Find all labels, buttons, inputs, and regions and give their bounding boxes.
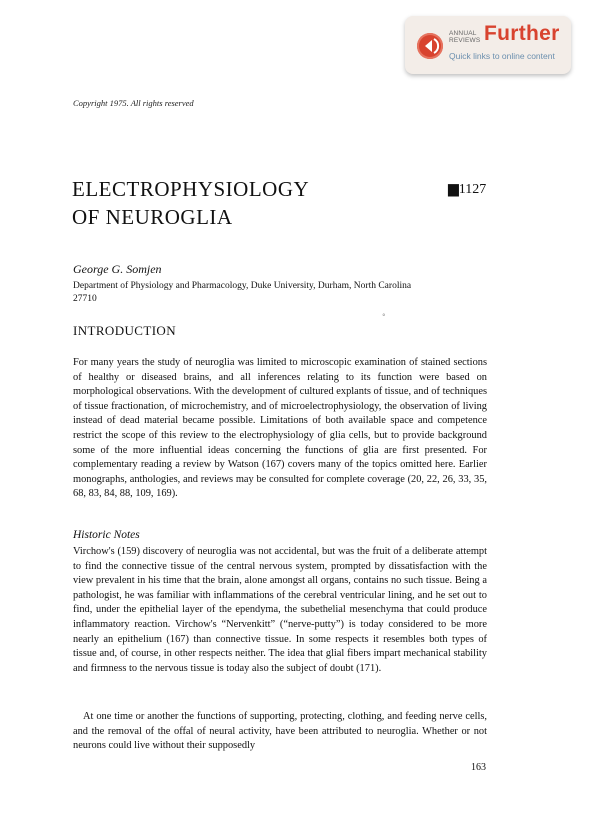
- further-brand: Further: [484, 22, 560, 45]
- section-heading-introduction: INTRODUCTION: [73, 323, 177, 338]
- copyright-notice: Copyright 1975. All rights reserved: [73, 98, 194, 108]
- article-reference-code: ▆1127: [448, 182, 487, 197]
- play-circle-icon: [417, 33, 443, 59]
- introduction-paragraph: For many years the study of neuroglia was limited to microscopic examination of stained sections of healthy or diseased brains, and all inferences relating to its function were based on morphological observations. With the development of cultured explants of tissue, and of techniques of tissue fractionation, of microchemistry, and of microelectrophysiology, the observation of living instead of dead material became possible. Limitations of both available space and competence restrict the scope of this review to the electrophysiology of glia cells, but to provide background some of the more influential ideas concerning the functions of glia are first presented. For complementary reading a review by Watson (167) covers many of the topics omitted here. Earlier monographs, anthologies, and reviews may be consulted for complete coverage (20, 22, 26, 33, 35, 68, 83, 84, 88, 109, 169).: [73, 357, 487, 500]
- title-line-2: OF NEUROGLIA: [72, 205, 233, 229]
- article-title: [72, 175, 309, 231]
- historic-notes-paragraph-1: Virchow's (159) discovery of neuroglia was not accidental, but was the fruit of a deliberate attempt to find the connective tissue of the central nervous system, prompted by dissatisfaction with the view prevalent in his time that the brain, alone amongst all organs, contains no such tissue. Being a pathologist, he was familiar with inflammations of the cerebral ventricular lining, and he set out to find, under the epithelial layer of the ependyma, the subethelial mesenchyma that could produce inflammatory reaction. Virchow's “Nervenkitt” (“nerve-putty”) is today considered to be more nearly an epithelium (167) than connective tissue. In some respects it resembles both types of tissue and, of course, in other respects neither. The idea that glial fibers impart mechanical stability and firmness to the nervous tissue is today also the subject of doubt (171).: [73, 546, 487, 674]
- subsection-heading-historic-notes: Historic Notes: [73, 529, 140, 541]
- title-line-1: ELECTROPHYSIOLOGY: [72, 177, 310, 201]
- badge-tagline[interactable]: Quick links to online content: [449, 51, 555, 61]
- annual-reviews-wordmark: ANNUAL REVIEWS: [449, 30, 481, 44]
- historic-notes-paragraph-2: At one time or another the functions of supporting, protecting, clothing, and feeding nerve cells, and the removal of the offal of neural activity, have been attributed to neuroglia. Whether or not neurons could live without their supposedly: [73, 711, 487, 752]
- stray-mark: °: [382, 313, 386, 321]
- author-name: George G. Somjen: [73, 262, 162, 276]
- page-number: 163: [471, 762, 486, 773]
- annual-reviews-further-badge[interactable]: [405, 16, 571, 74]
- author-affiliation: Department of Physiology and Pharmacology, Duke University, Durham, North Carolina 27710: [73, 281, 412, 304]
